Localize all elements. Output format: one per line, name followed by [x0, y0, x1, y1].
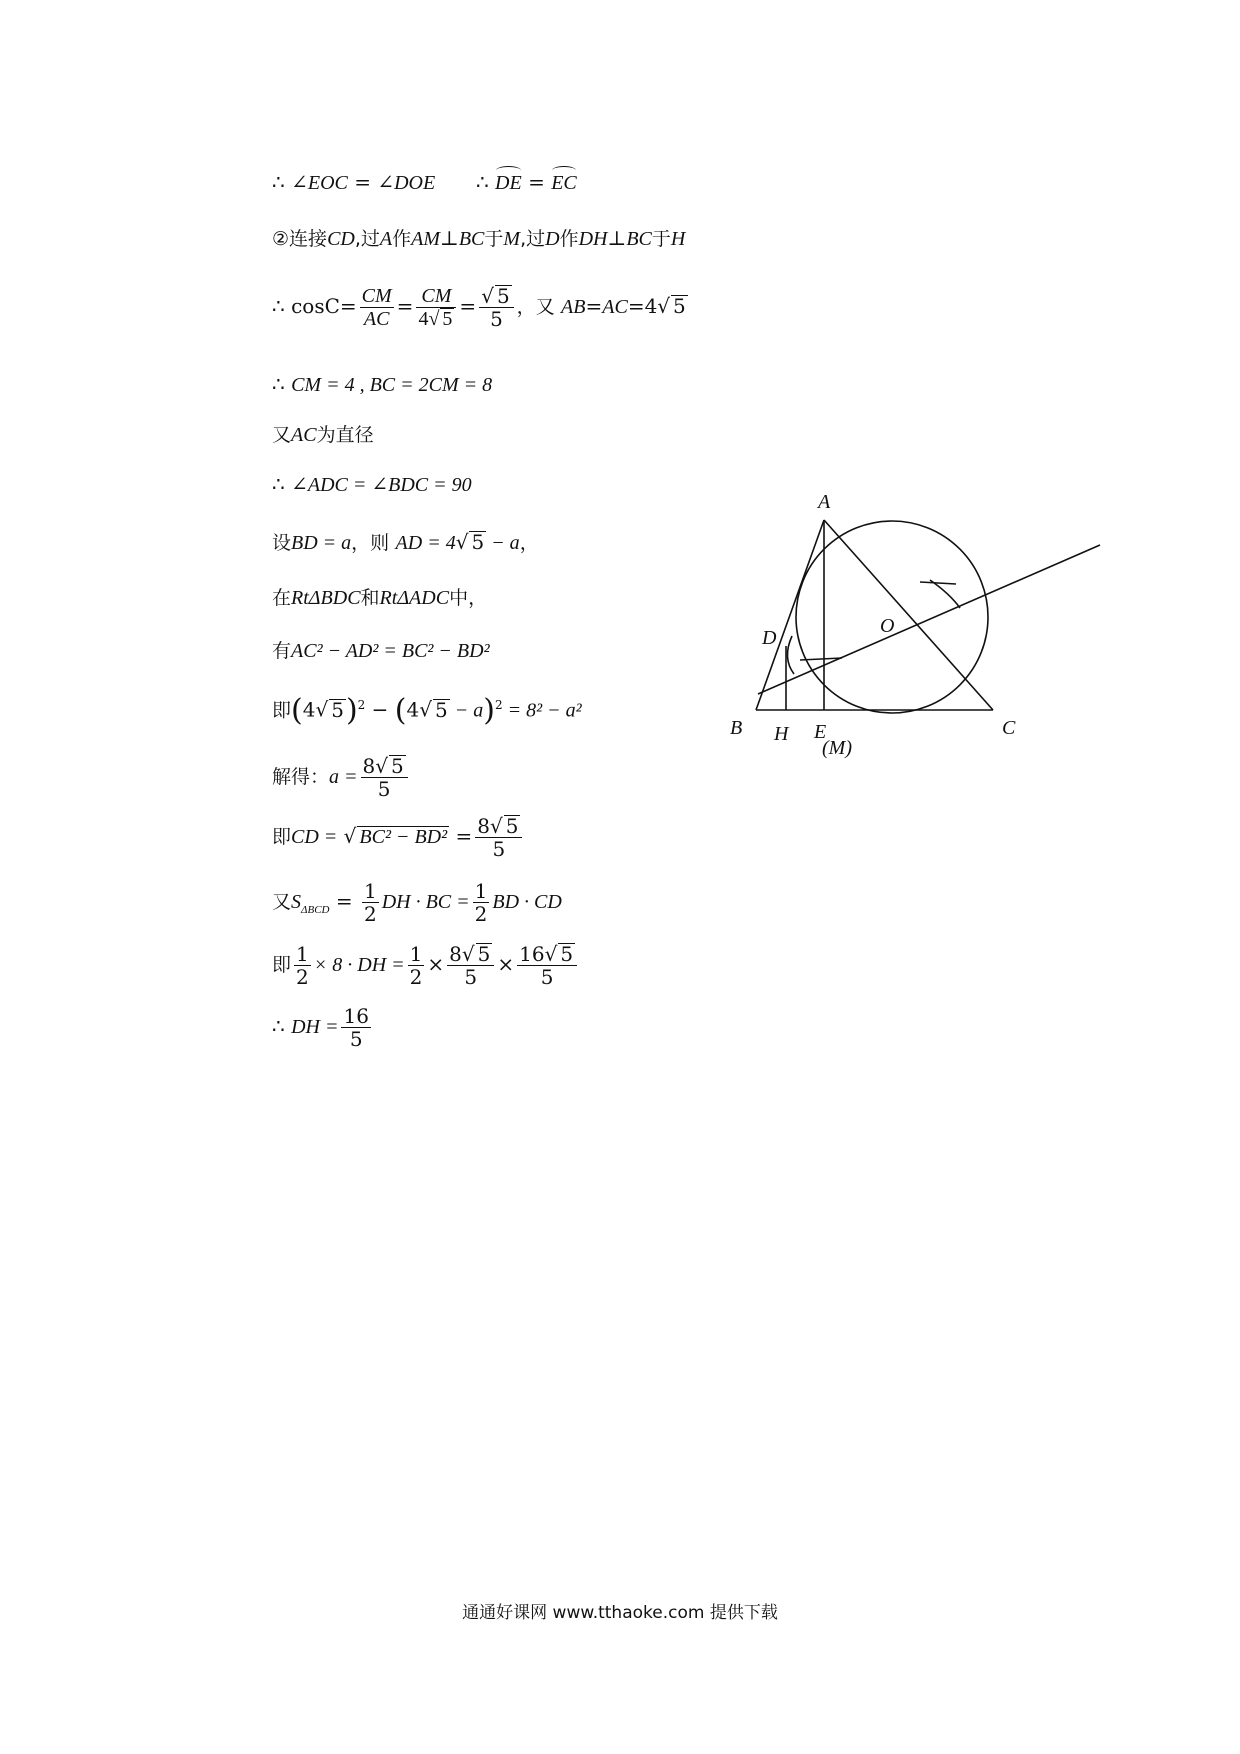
- radicand: 5: [391, 754, 404, 778]
- therefore-symbol: ∴: [272, 1014, 285, 1038]
- text: 于: [484, 228, 504, 250]
- value: =4: [627, 294, 658, 318]
- term: BD · CD: [492, 891, 562, 913]
- radicand: 5: [471, 530, 485, 554]
- equation: AC² − AD² = BC² − BD²: [291, 640, 490, 662]
- denominator: 5: [349, 1027, 363, 1051]
- radicand: BC² − BD²: [359, 826, 448, 848]
- equation: BD = a: [291, 532, 352, 554]
- denominator: 2: [363, 902, 377, 926]
- text: 即: [272, 954, 292, 976]
- equals: =: [329, 889, 359, 913]
- segment-dh: DH: [578, 228, 608, 250]
- radicand: 5: [673, 294, 686, 318]
- denominator: 5: [490, 307, 503, 331]
- denominator: 5: [540, 965, 554, 989]
- fraction: [360, 285, 394, 330]
- denominator: 2: [296, 965, 309, 989]
- step-number: ②: [272, 228, 290, 250]
- coef: 4: [302, 697, 316, 722]
- line-3: ∴ cosC= $\frac{CM}{AC}$ = $\frac{CM}{4√ 5}$ = $\frac{√ 5}{5}$ ，又 AB=AC=4√ 5: [272, 284, 686, 331]
- text: 又: [272, 891, 292, 913]
- text: 于: [651, 228, 671, 250]
- fraction: [408, 943, 425, 988]
- numerator: CM: [416, 285, 456, 308]
- text: 又: [272, 424, 292, 446]
- arc-mark: [787, 636, 794, 674]
- therefore-symbol: ∴: [272, 294, 285, 318]
- text: ,过: [520, 228, 546, 250]
- equals: =: [396, 294, 414, 318]
- text: 作: [392, 228, 412, 250]
- line-6: [272, 472, 472, 497]
- text: ，又: [516, 296, 555, 318]
- numerator: CM: [361, 285, 392, 307]
- footer: 通通好课网 www.tthaoke.com 提供下载: [462, 1603, 778, 1623]
- numerator: 1: [363, 879, 377, 903]
- point-h: H: [670, 228, 686, 250]
- arc-de: DE: [495, 172, 522, 194]
- fraction: [416, 285, 456, 330]
- equation: − a: [486, 532, 520, 554]
- perp-symbol: ⊥: [440, 226, 459, 250]
- denominator: 5: [492, 837, 506, 861]
- label-d: D: [762, 627, 777, 649]
- line-5: [272, 422, 374, 447]
- triangle-bdc: RtΔBDC: [291, 587, 361, 609]
- numerator: 1: [296, 942, 309, 966]
- text: 即: [272, 699, 292, 722]
- exponent: 2: [357, 698, 366, 712]
- text: 有: [272, 640, 292, 662]
- equation: DH =: [291, 1016, 339, 1038]
- fraction: [362, 880, 379, 925]
- angle-doe: ∠DOE: [377, 172, 436, 194]
- segment-ac: AC: [602, 296, 628, 318]
- line-2: [272, 226, 685, 251]
- line-12: 即CD = √ BC² − BD² = $\frac{8√ 5}{5}$: [272, 815, 525, 860]
- coef: 4: [418, 308, 429, 330]
- denominator: 5: [377, 777, 391, 801]
- label-c: C: [1002, 717, 1016, 739]
- term: × 8 · DH =: [313, 954, 405, 976]
- coef: 4: [406, 697, 420, 722]
- fraction: [447, 943, 494, 988]
- text: 在: [272, 587, 292, 609]
- segment-ac: AC: [291, 424, 317, 446]
- numerator: √ 5: [479, 285, 513, 308]
- line-7: 设BD = a，则 AD = 4√ 5 − a，: [272, 530, 539, 554]
- segment-bc: BC: [458, 228, 485, 250]
- paren: (: [394, 693, 407, 729]
- line-13: [272, 880, 562, 925]
- text: 作: [559, 228, 579, 250]
- coef: 16: [519, 942, 545, 966]
- times: ×: [427, 952, 445, 976]
- numerator: 8√ 5: [447, 943, 494, 966]
- radicand: 5: [505, 814, 519, 838]
- radicand: 5: [442, 308, 453, 330]
- line-9: [272, 638, 490, 663]
- denominator: 4√ 5: [418, 308, 453, 330]
- text: 设: [272, 532, 292, 554]
- text: 和: [360, 587, 380, 609]
- coef: 8: [477, 814, 490, 838]
- equals: =: [459, 294, 477, 318]
- exponent: 2: [494, 698, 503, 712]
- equation: = 8² − a²: [502, 699, 582, 722]
- line-15: [272, 1005, 374, 1050]
- numerator: 8√ 5: [361, 755, 408, 778]
- label-h: H: [774, 723, 789, 745]
- side-ab: [756, 520, 824, 710]
- angle-eoc: ∠EOC: [291, 172, 348, 194]
- therefore-symbol: ∴: [272, 372, 285, 396]
- radicand: 5: [560, 942, 574, 966]
- equation: CD =: [291, 826, 338, 848]
- equals: =: [455, 824, 473, 848]
- therefore-symbol: ∴: [272, 472, 285, 496]
- text: 为直径: [316, 424, 374, 446]
- fraction: [361, 755, 408, 800]
- triangle-adc: RtΔADC: [379, 587, 450, 609]
- fraction: [473, 880, 490, 925]
- arc-ec: EC: [551, 172, 577, 194]
- fraction: [294, 943, 311, 988]
- subscript: ΔBCD: [301, 904, 330, 916]
- minus: −: [365, 697, 395, 722]
- cos-c: cosC=: [291, 294, 357, 318]
- times: ×: [497, 952, 515, 976]
- fraction: [341, 1005, 370, 1050]
- denominator: 2: [474, 902, 488, 926]
- perp-symbol: ⊥: [607, 226, 627, 250]
- label-a: A: [818, 491, 831, 513]
- equation: a =: [329, 766, 358, 788]
- arc-mark: [920, 582, 956, 584]
- fraction: [517, 943, 577, 988]
- label-e: E: [814, 721, 827, 743]
- text: 即: [272, 826, 292, 848]
- radicand: 5: [496, 284, 510, 308]
- line-10: 即(4√ 5)$^2$ − (4√ 5 − a)$^2$ = 8² − a²: [272, 693, 582, 729]
- text: 中，: [449, 587, 488, 609]
- text: 连接: [289, 228, 328, 250]
- term: − a: [449, 699, 484, 722]
- radicand: 5: [477, 942, 491, 966]
- label-o: O: [880, 615, 895, 637]
- denominator: 5: [464, 965, 478, 989]
- line-8: [272, 585, 487, 610]
- line-1: [272, 170, 577, 195]
- coef: 8: [449, 942, 462, 966]
- geometry-figure: [730, 488, 1100, 759]
- numerator: 16: [343, 1004, 369, 1028]
- text: 解得：: [272, 766, 330, 788]
- coef: 8: [362, 754, 376, 778]
- paren: (: [291, 693, 303, 729]
- denominator: 2: [409, 965, 423, 989]
- label-m: (M): [822, 737, 852, 759]
- equation: CM = 4 , BC = 2CM = 8: [291, 374, 493, 396]
- fraction: [475, 815, 522, 860]
- point-d: D: [545, 228, 560, 250]
- segment-cd: CD: [327, 228, 355, 250]
- side-ac: [824, 520, 993, 710]
- area-symbol: S: [291, 891, 302, 913]
- radicand: 5: [331, 697, 344, 722]
- equals: =: [528, 170, 545, 194]
- radicand: 5: [435, 697, 448, 722]
- segment-ab: AB: [561, 296, 586, 318]
- line-14: [272, 943, 580, 988]
- point-m: M: [503, 228, 521, 250]
- text: ，则: [351, 532, 390, 554]
- line-11: [272, 755, 411, 800]
- equals: =: [354, 170, 371, 194]
- term: DH · BC =: [381, 891, 470, 913]
- segment-bc: BC: [626, 228, 652, 250]
- numerator: 16√ 5: [517, 943, 577, 966]
- therefore-symbol: ∴: [272, 170, 285, 194]
- numerator: 1: [474, 879, 488, 903]
- segment-am: AM: [411, 228, 441, 250]
- therefore-symbol: ∴: [475, 170, 489, 194]
- point-a: A: [379, 228, 393, 250]
- text: ,过: [354, 228, 380, 250]
- numerator: 1: [409, 942, 423, 966]
- label-b: B: [730, 717, 743, 739]
- text: ，: [519, 532, 539, 554]
- denominator: AC: [363, 308, 390, 330]
- fraction: [479, 285, 513, 330]
- equals: =: [585, 294, 603, 318]
- paren: ): [345, 693, 358, 729]
- line-4: [272, 372, 492, 397]
- equation: ∠ADC = ∠BDC = 90: [291, 474, 472, 496]
- paren: ): [483, 693, 495, 729]
- equation: AD = 4: [395, 532, 456, 554]
- numerator: 8√ 5: [475, 815, 522, 838]
